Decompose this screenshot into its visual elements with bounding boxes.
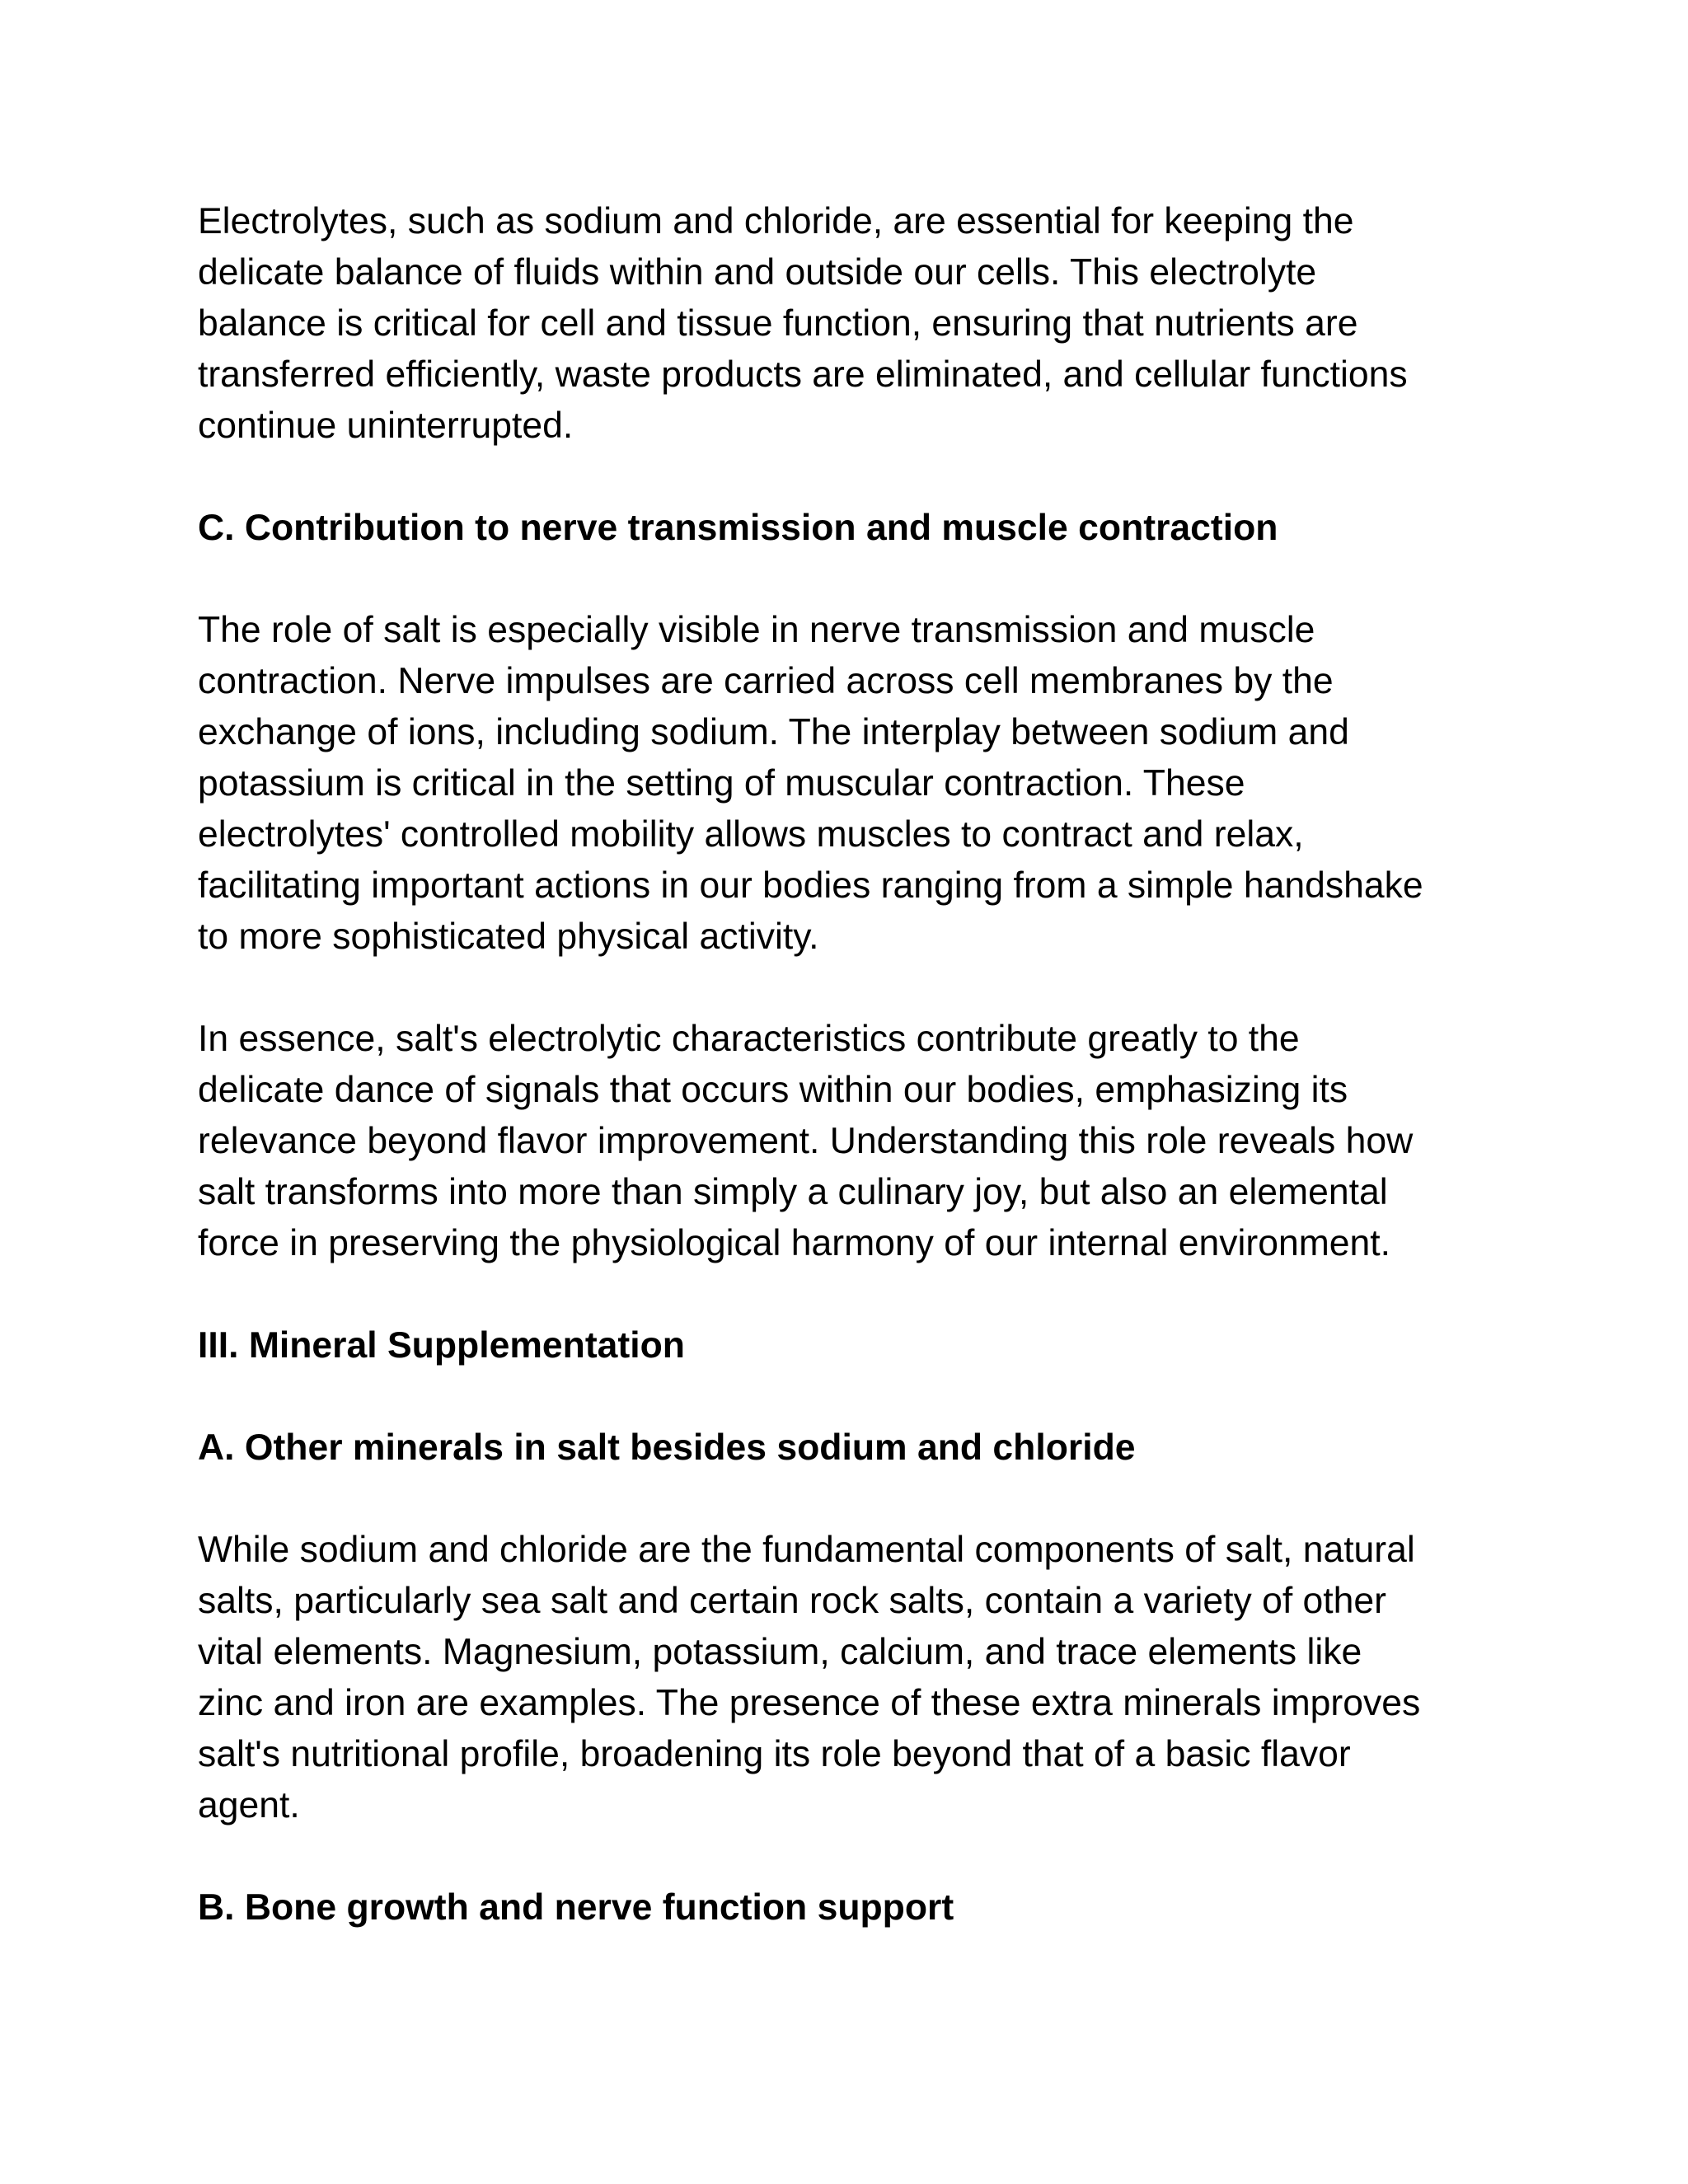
text-line: While sodium and chloride are the fundamental components of salt, natural: [198, 1530, 1415, 1570]
document-page: [198, 196, 1550, 1933]
text-line: electrolytes' controlled mobility allows muscles to contract and relax,: [198, 814, 1304, 855]
paragraph-spacer: [198, 554, 1550, 605]
heading-bone-growth: [198, 1882, 1550, 1933]
paragraph-essence: [198, 1014, 1550, 1269]
paragraph-spacer: [198, 1474, 1550, 1525]
text-line: salt's nutritional profile, broadening its role beyond that of a basic flavor: [198, 1734, 1351, 1774]
text-line: delicate balance of fluids within and outside our cells. This electrolyte: [198, 252, 1317, 293]
paragraph-spacer: [198, 1371, 1550, 1422]
text-line: salt transforms into more than simply a culinary joy, but also an elemental: [198, 1172, 1388, 1212]
heading-text: B. Bone growth and nerve function support: [198, 1887, 954, 1928]
paragraph-spacer: [198, 1269, 1550, 1320]
heading-text: A. Other minerals in salt besides sodium and chloride: [198, 1427, 1136, 1468]
heading-other-minerals: [198, 1422, 1550, 1474]
text-line: facilitating important actions in our bodies ranging from a simple handshake: [198, 865, 1423, 906]
text-line: relevance beyond flavor improvement. Understanding this role reveals how: [198, 1121, 1414, 1161]
heading-text: III. Mineral Supplementation: [198, 1325, 685, 1366]
text-line: agent.: [198, 1785, 300, 1825]
heading-mineral-supplementation: [198, 1320, 1550, 1371]
text-line: continue uninterrupted.: [198, 405, 574, 446]
paragraph-nerve-muscle: [198, 605, 1550, 963]
text-line: exchange of ions, including sodium. The interplay between sodium and: [198, 712, 1349, 752]
paragraph-spacer: [198, 1831, 1550, 1882]
text-line: balance is critical for cell and tissue function, ensuring that nutrients are: [198, 303, 1358, 344]
text-line: vital elements. Magnesium, potassium, calcium, and trace elements like: [198, 1632, 1362, 1672]
text-line: potassium is critical in the setting of muscular contraction. These: [198, 763, 1245, 804]
text-line: Electrolytes, such as sodium and chloride, are essential for keeping the: [198, 201, 1354, 241]
text-line: force in preserving the physiological harmony of our internal environment.: [198, 1223, 1391, 1263]
text-line: In essence, salt's electrolytic characteristics contribute greatly to the: [198, 1019, 1300, 1059]
text-line: zinc and iron are examples. The presence of these extra minerals improves: [198, 1683, 1421, 1723]
text-line: salts, particularly sea salt and certain rock salts, contain a variety of other: [198, 1581, 1386, 1621]
paragraph-spacer: [198, 963, 1550, 1014]
text-line: delicate dance of signals that occurs within our bodies, emphasizing its: [198, 1070, 1348, 1110]
paragraph-electrolyte-balance: [198, 196, 1550, 452]
paragraph-spacer: [198, 452, 1550, 503]
text-line: transferred efficiently, waste products are eliminated, and cellular functions: [198, 354, 1408, 395]
text-line: to more sophisticated physical activity.: [198, 916, 819, 957]
paragraph-natural-salts: [198, 1525, 1550, 1831]
heading-text: C. Contribution to nerve transmission and muscle contraction: [198, 508, 1278, 548]
text-line: The role of salt is especially visible in nerve transmission and muscle: [198, 610, 1315, 650]
text-line: contraction. Nerve impulses are carried across cell membranes by the: [198, 661, 1334, 701]
heading-nerve-transmission: [198, 503, 1550, 554]
